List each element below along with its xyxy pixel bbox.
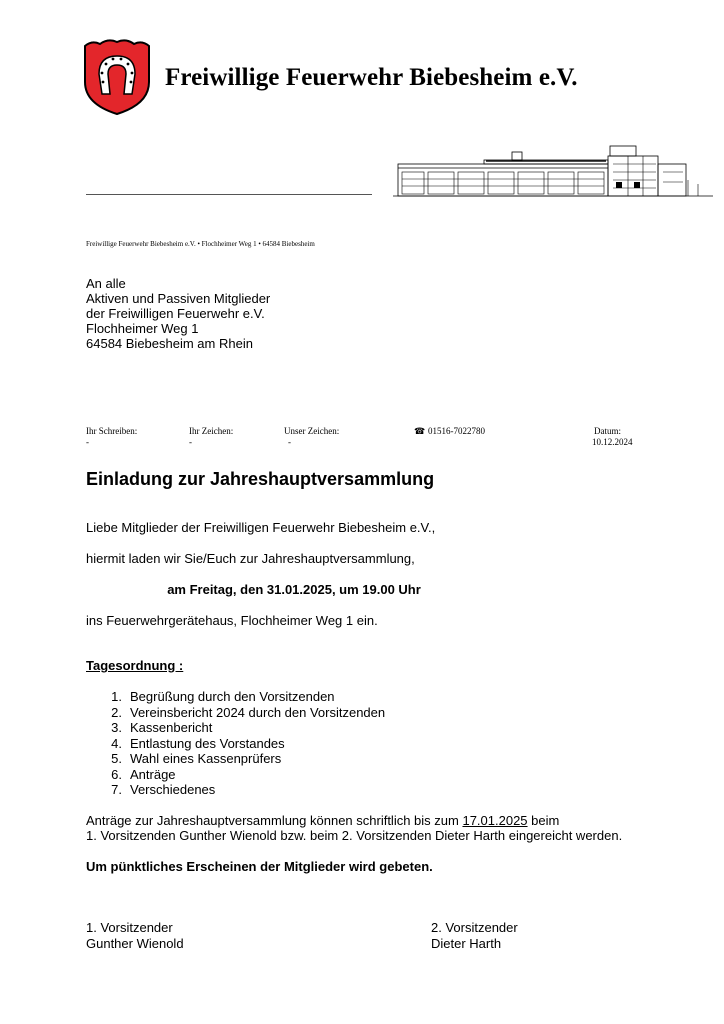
motions-text-line-2: 1. Vorsitzenden Gunther Wienold bzw. beim 2. Vorsitzenden Dieter Harth eingereicht werden. (86, 828, 623, 843)
agenda-item-number: 1. (111, 689, 122, 704)
meeting-location: ins Feuerwehrgerätehaus, Flochheimer Weg 1 ein. (86, 613, 378, 628)
agenda-item-text: Wahl eines Kassenprüfers (130, 751, 282, 766)
motions-text-line-1 (86, 813, 559, 828)
agenda-item (86, 705, 385, 721)
agenda-item-text: Kassenbericht (130, 720, 213, 735)
signature-left-name: Gunther Wienold (86, 936, 184, 951)
phone-icon: ☎ (414, 426, 426, 436)
agenda-item-number: 6. (111, 766, 122, 782)
agenda-item-number: 5. (111, 751, 122, 766)
recipient-line-1: An alle (86, 276, 126, 291)
ref-ihr-zeichen-value: - (189, 437, 192, 447)
signature-right-name: Dieter Harth (431, 936, 502, 951)
recipient-line-3: der Freiwilligen Feuerwehr e.V. (86, 306, 265, 321)
ref-ihr-schreiben-value: - (86, 437, 89, 447)
motions-prefix: Anträge zur Jahreshauptversammlung können schriftlich bis zum (86, 813, 463, 828)
ref-unser-zeichen-value: - (288, 437, 291, 447)
agenda-item-text: Entlastung des Vorstandes (130, 735, 285, 751)
agenda-item-number: 3. (111, 720, 122, 735)
fire-station-building-drawing (388, 142, 718, 198)
agenda-item (86, 736, 385, 752)
recipient-line-2: Aktiven und Passiven Mitglieder (86, 291, 271, 306)
intro-text: hiermit laden wir Sie/Euch zur Jahreshauptversammlung, (86, 551, 415, 566)
motions-deadline: 17.01.2025 (462, 813, 528, 828)
signature-right-role: 2. Vorsitzender (431, 920, 518, 935)
agenda-item (86, 782, 385, 798)
letter-subject: Einladung zur Jahreshauptversammlung (86, 469, 435, 489)
recipient-line-5: 64584 Biebesheim am Rhein (86, 336, 253, 351)
agenda-item-text: Verschiedenes (130, 782, 216, 797)
agenda-item-number: 4. (111, 735, 122, 751)
ref-datum-value: 10.12.2024 (592, 437, 633, 447)
organization-title: Freiwillige Feuerwehr Biebesheim e.V. (165, 64, 578, 91)
ref-datum-label: Datum: (594, 426, 621, 436)
agenda-item (86, 720, 385, 736)
letterhead-divider (86, 194, 372, 195)
salutation: Liebe Mitglieder der Freiwilligen Feuerwehr Biebesheim e.V., (86, 520, 436, 535)
agenda-item-text: Begrüßung durch den Vorsitzenden (130, 689, 335, 704)
agenda-list (86, 689, 385, 798)
agenda-item-number: 7. (111, 782, 122, 797)
closing-remark: Um pünktliches Erscheinen der Mitglieder wird gebeten. (86, 859, 433, 874)
agenda-item-text: Vereinsbericht 2024 durch den Vorsitzenden (130, 704, 386, 720)
ref-ihr-schreiben-label: Ihr Schreiben: (86, 426, 138, 436)
agenda-item-number: 2. (111, 704, 122, 720)
ref-ihr-zeichen-label: Ihr Zeichen: (189, 426, 234, 436)
motions-suffix: beim (527, 813, 560, 828)
recipient-line-4: Flochheimer Weg 1 (86, 321, 199, 336)
agenda-heading: Tagesordnung : (86, 658, 184, 673)
signature-left-role: 1. Vorsitzender (86, 920, 173, 935)
coat-of-arms-logo (82, 38, 152, 116)
agenda-item (86, 751, 385, 767)
meeting-date-line: am Freitag, den 31.01.2025, um 19.00 Uhr (167, 582, 421, 597)
sender-address-line: Freiwillige Feuerwehr Biebesheim e.V. • Flochheimer Weg 1 • 64584 Biebesheim (86, 240, 315, 248)
ref-unser-zeichen-label: Unser Zeichen: (284, 426, 340, 436)
agenda-item (86, 689, 385, 705)
ref-phone-number: 01516-7022780 (428, 426, 485, 436)
agenda-item (86, 767, 385, 783)
agenda-item-text: Anträge (130, 766, 176, 782)
